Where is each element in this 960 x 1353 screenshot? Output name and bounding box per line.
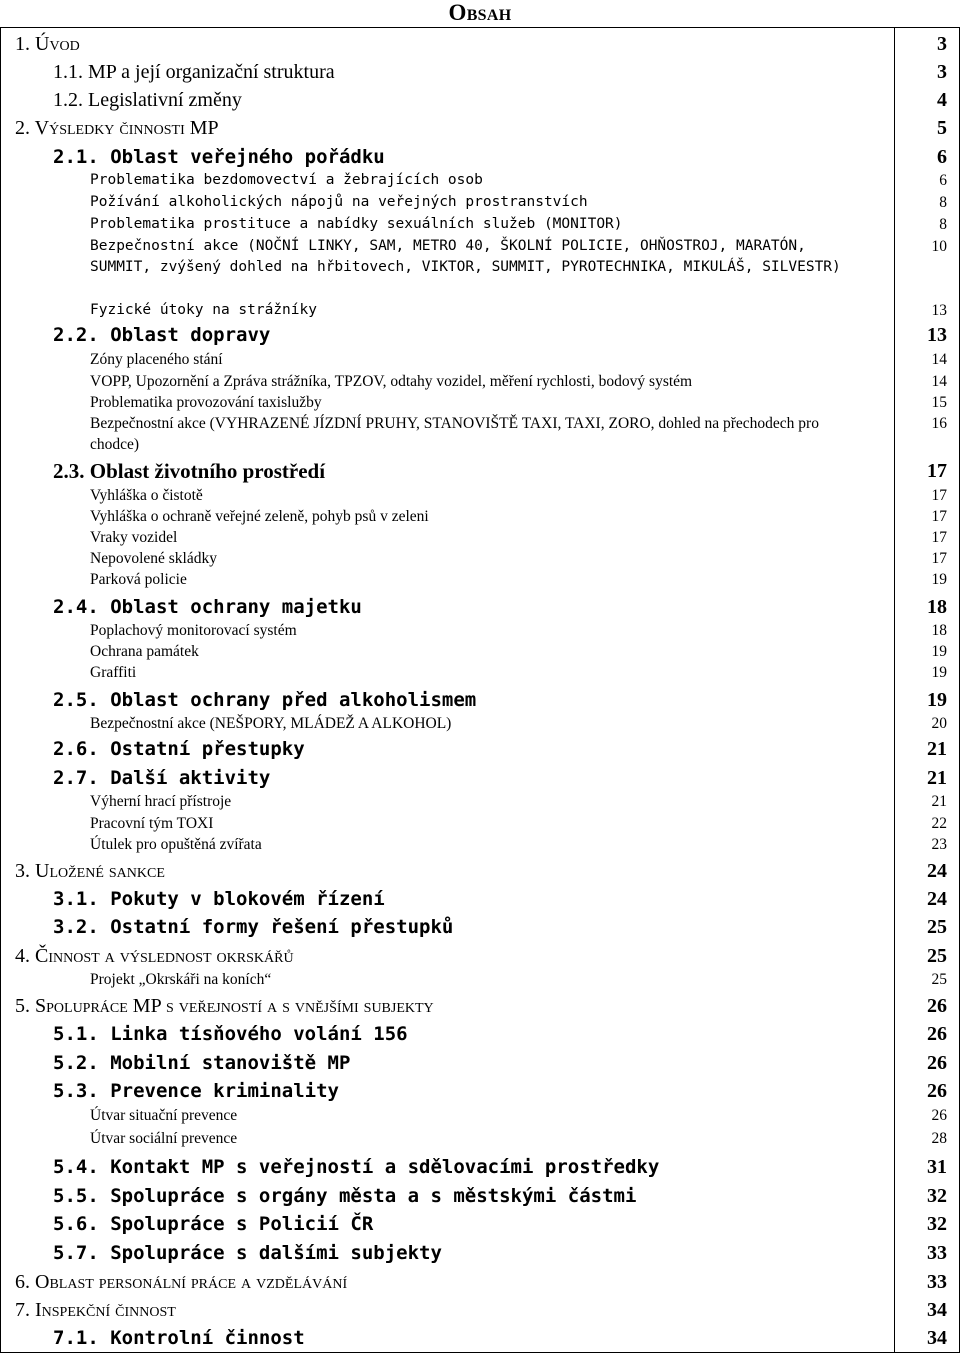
toc-entry-page: 24 <box>927 860 947 882</box>
toc-entry-page: 18 <box>927 596 947 618</box>
toc-entry-label: 2.7. Další aktivity <box>53 767 271 789</box>
toc-entry-label: 2.6. Ostatní přestupky <box>53 738 305 760</box>
toc-entry-page: 26 <box>931 1107 947 1124</box>
toc-entry-page: 21 <box>931 793 947 810</box>
toc-entry-label: 4. Činnost a výslednost okrskářů <box>15 945 294 967</box>
toc-entry-label: 5.1. Linka tísňového volání 156 <box>53 1023 408 1045</box>
toc-entry-label: 1. Úvod <box>15 33 80 55</box>
toc-table <box>0 27 960 1353</box>
toc-entry-page: 21 <box>927 738 947 760</box>
toc-entry-page: 8 <box>939 194 947 211</box>
toc-entry-page: 6 <box>937 146 947 168</box>
toc-entry-page: 25 <box>927 916 947 938</box>
toc-entry-label: Požívání alkoholických nápojů na veřejných prostranstvích <box>90 194 588 210</box>
page-title: Obsah <box>448 0 512 25</box>
toc-entry-page: 24 <box>927 888 947 910</box>
toc-entry-label: Parková policie <box>90 571 187 588</box>
toc-entry-label: 5.4. Kontakt MP s veřejností a sdělovacími prostředky <box>53 1156 660 1178</box>
toc-entry-label: 3. Uložené sankce <box>15 860 165 882</box>
toc-entry-label: Problematika prostituce a nabídky sexuálních služeb (MONITOR) <box>90 216 623 232</box>
toc-entry-label: Bezpečnostní akce (NOČNÍ LINKY, SAM, METRO 40, ŠKOLNÍ POLICIE, OHŇOSTROJ, MARATÓN, SUMMIT, zvýšený dohled na hřbitovech, VIKTOR, SUMMIT, PYROTECHNIKA, MIKULÁŠ, SILVESTR) <box>90 238 841 275</box>
toc-entry-label: 7. Inspekční činnost <box>15 1299 176 1321</box>
toc-entry-page: 26 <box>927 1052 947 1074</box>
toc-entry-label: 2.3. Oblast životního prostředí <box>53 459 326 483</box>
toc-entry-label: Fyzické útoky na strážníky <box>90 302 317 318</box>
toc-entry-label: 2.5. Oblast ochrany před alkoholismem <box>53 689 477 711</box>
toc-entry-page: 22 <box>931 815 947 832</box>
toc-entry-label: 7.1. Kontrolní činnost <box>53 1327 305 1349</box>
toc-entry-page: 25 <box>931 971 947 988</box>
toc-entry-label: Útvar situační prevence <box>90 1107 238 1124</box>
toc-entry-page: 26 <box>927 1023 947 1045</box>
toc-entry-label: Útvar sociální prevence <box>90 1130 238 1147</box>
toc-entry-label: Problematika bezdomovectví a žebrajících osob <box>90 172 483 188</box>
toc-entry-page: 13 <box>931 302 947 319</box>
toc-entry-page: 6 <box>939 172 947 189</box>
toc-entry-label: Graffiti <box>90 664 137 681</box>
toc-entry-label: 5.5. Spolupráce s orgány města a s městskými částmi <box>53 1185 637 1207</box>
toc-entry-label: 5.7. Spolupráce s dalšími subjekty <box>53 1242 442 1264</box>
toc-entry-label: Vraky vozidel <box>90 529 178 546</box>
toc-entry-page: 15 <box>931 394 947 411</box>
toc-entry-label: 2.2. Oblast dopravy <box>53 324 271 346</box>
toc-entry-page: 18 <box>931 622 947 639</box>
toc-entry-page: 23 <box>931 836 947 853</box>
toc-entry-page: 17 <box>931 550 947 567</box>
toc-entry-page: 13 <box>927 324 947 346</box>
toc-entry-page: 14 <box>931 351 947 368</box>
toc-entry-label: 5.2. Mobilní stanoviště MP <box>53 1052 351 1074</box>
toc-entry-page: 16 <box>931 415 947 432</box>
toc-entry-page: 21 <box>927 767 947 789</box>
toc-entry-label: Výherní hrací přístroje <box>90 793 232 810</box>
toc-entry-label: Bezpečnostní akce (VYHRAZENÉ JÍZDNÍ PRUHY, STANOVIŠTĚ TAXI, TAXI, ZORO, dohled na přechodech pro chodce) <box>90 415 819 453</box>
toc-entry-page: 8 <box>939 216 947 233</box>
toc-entry-label: 2.1. Oblast veřejného pořádku <box>53 146 385 168</box>
toc-entry-label: VOPP, Upozornění a Zpráva strážníka, TPZOV, odtahy vozidel, měření rychlosti, bodový systém <box>90 373 693 390</box>
toc-entry-label: 3.1. Pokuty v blokovém řízení <box>53 888 385 910</box>
toc-entry-page: 10 <box>931 238 947 255</box>
toc-entry-page: 28 <box>931 1130 947 1147</box>
toc-entry-label: Vyhláška o čistotě <box>90 487 203 504</box>
toc-entry-page: 17 <box>931 487 947 504</box>
toc-entry-label: 1.2. Legislativní změny <box>53 89 242 111</box>
toc-entry-page: 17 <box>931 529 947 546</box>
toc-entry-page: 20 <box>931 715 947 732</box>
toc-entry-label: Nepovolené skládky <box>90 550 217 567</box>
toc-entry-label: 5.3. Prevence kriminality <box>53 1080 339 1102</box>
toc-entry-label: 6. Oblast personální práce a vzdělávání <box>15 1271 348 1293</box>
toc-entry-page: 3 <box>937 61 947 83</box>
toc-entry-page: 19 <box>931 664 947 681</box>
toc-entry-label: 2. Výsledky činnosti MP <box>15 117 219 139</box>
toc-entry-label: 1.1. MP a její organizační struktura <box>53 61 335 83</box>
toc-entry-label: Vyhláška o ochraně veřejné zeleně, pohyb psů v zeleni <box>90 508 429 525</box>
toc-entry-label: 5.6. Spolupráce s Policií ČR <box>53 1213 374 1235</box>
toc-entry-page: 4 <box>937 89 947 111</box>
toc-entry-page: 17 <box>931 508 947 525</box>
toc-entry-label: Pracovní tým TOXI <box>90 815 214 832</box>
toc-entry-page: 33 <box>927 1242 947 1264</box>
toc-entry-page: 5 <box>937 117 947 139</box>
toc-entry-page: 32 <box>927 1185 947 1207</box>
toc-entry-label: Poplachový monitorovací systém <box>90 622 297 639</box>
toc-entry-page: 34 <box>927 1299 947 1321</box>
toc-entry-page: 31 <box>927 1156 947 1178</box>
toc-entry-page: 19 <box>931 643 947 660</box>
toc-entry-page: 19 <box>931 571 947 588</box>
toc-entry-page: 17 <box>927 460 947 482</box>
toc-entry-page: 34 <box>927 1327 947 1349</box>
toc-entry-label: 2.4. Oblast ochrany majetku <box>53 596 362 618</box>
toc-entry-label: Zóny placeného stání <box>90 351 223 368</box>
toc-entry-page: 3 <box>937 33 947 55</box>
toc-entry-label: Útulek pro opuštěná zvířata <box>90 836 262 853</box>
toc-entry-page: 33 <box>927 1271 947 1293</box>
toc-entry-label: Problematika provozování taxislužby <box>90 394 322 411</box>
toc-entry-label: 5. Spolupráce MP s veřejností a s vnějšími subjekty <box>15 995 434 1017</box>
toc-entry-page: 19 <box>927 689 947 711</box>
toc-entry-label: Ochrana památek <box>90 643 199 660</box>
toc-entry-page: 14 <box>931 373 947 390</box>
toc-entry-label: 3.2. Ostatní formy řešení přestupků <box>53 916 454 938</box>
toc-entry-page: 26 <box>927 995 947 1017</box>
toc-entry-page: 32 <box>927 1213 947 1235</box>
toc-entry-page: 26 <box>927 1080 947 1102</box>
toc-entry-label: Bezpečnostní akce (NEŠPORY, MLÁDEŽ A ALKOHOL) <box>90 715 452 732</box>
toc-entry-label: Projekt „Okrskáři na koních“ <box>90 971 272 988</box>
toc-entry-page: 25 <box>927 945 947 967</box>
